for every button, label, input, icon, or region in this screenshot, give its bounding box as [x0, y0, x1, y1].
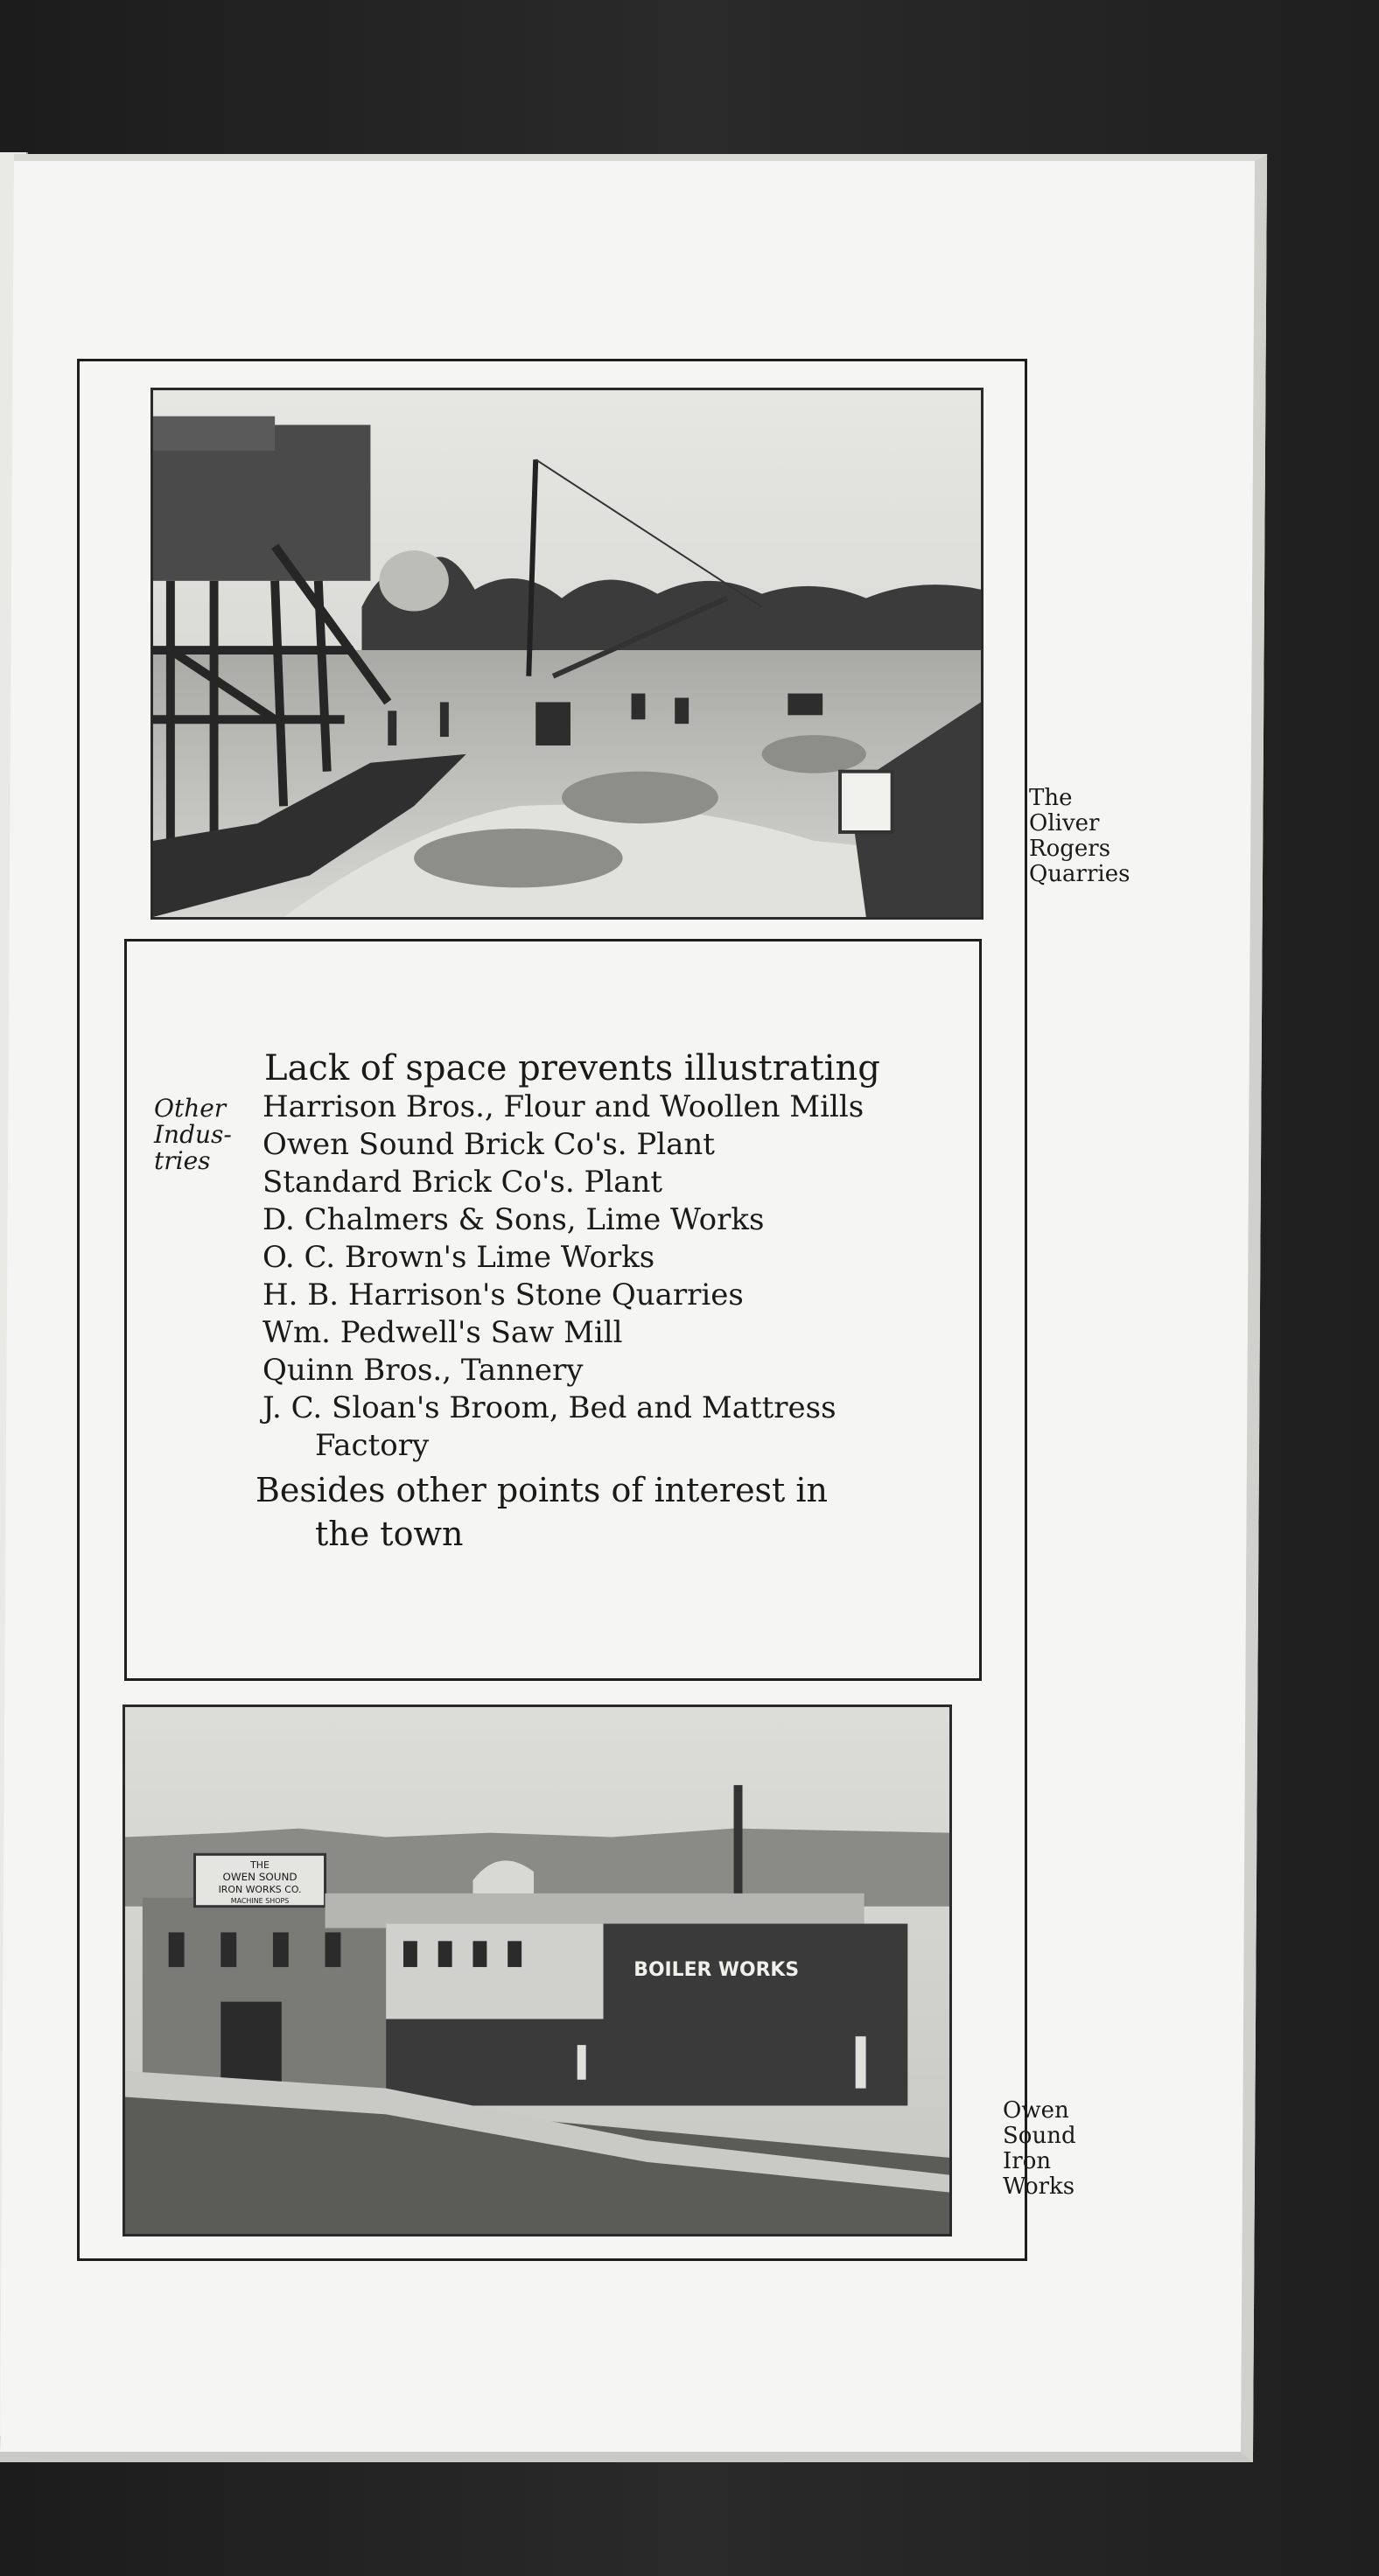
industry-item: D. Chalmers & Sons, Lime Works: [262, 1202, 765, 1237]
industry-item: Harrison Bros., Flour and Woollen Mills: [262, 1089, 864, 1124]
industry-item-continuation: Factory: [315, 1428, 430, 1463]
quarry-caption: The Oliver Rogers Quarries: [1029, 785, 1130, 887]
svg-text:OWEN SOUND: OWEN SOUND: [222, 1871, 298, 1884]
industry-item: Wm. Pedwell's Saw Mill: [262, 1315, 623, 1350]
iron-works-photo: [122, 1704, 952, 2236]
svg-text:MACHINE SHOPS: MACHINE SHOPS: [230, 1896, 290, 1905]
industries-list: [256, 1048, 920, 1556]
industry-item: J. C. Sloan's Broom, Bed and Mattress: [262, 1390, 836, 1425]
industry-item: Standard Brick Co's. Plant: [262, 1165, 663, 1200]
svg-text:THE: THE: [250, 1859, 270, 1872]
closing-line: Besides other points of interest in: [256, 1471, 829, 1509]
svg-text:BOILER WORKS: BOILER WORKS: [634, 1958, 800, 1981]
quarry-photo: [150, 388, 984, 920]
industry-item: Quinn Bros., Tannery: [262, 1353, 584, 1388]
svg-text:IRON WORKS CO.: IRON WORKS CO.: [218, 1883, 302, 1895]
industry-item: H. B. Harrison's Stone Quarries: [262, 1278, 744, 1312]
industry-item: Owen Sound Brick Co's. Plant: [262, 1127, 715, 1162]
industry-item: O. C. Brown's Lime Works: [262, 1240, 655, 1275]
quarry-photo-image: [153, 390, 981, 917]
industries-intro: Lack of space prevents illustrating: [264, 1048, 880, 1088]
closing-line-continuation: the town: [315, 1515, 464, 1553]
other-industries-side-label: Other Indus- tries: [154, 1094, 232, 1175]
iron-works-caption: Owen Sound Iron Works: [1003, 2097, 1076, 2200]
iron-works-photo-image: [125, 1707, 949, 2234]
